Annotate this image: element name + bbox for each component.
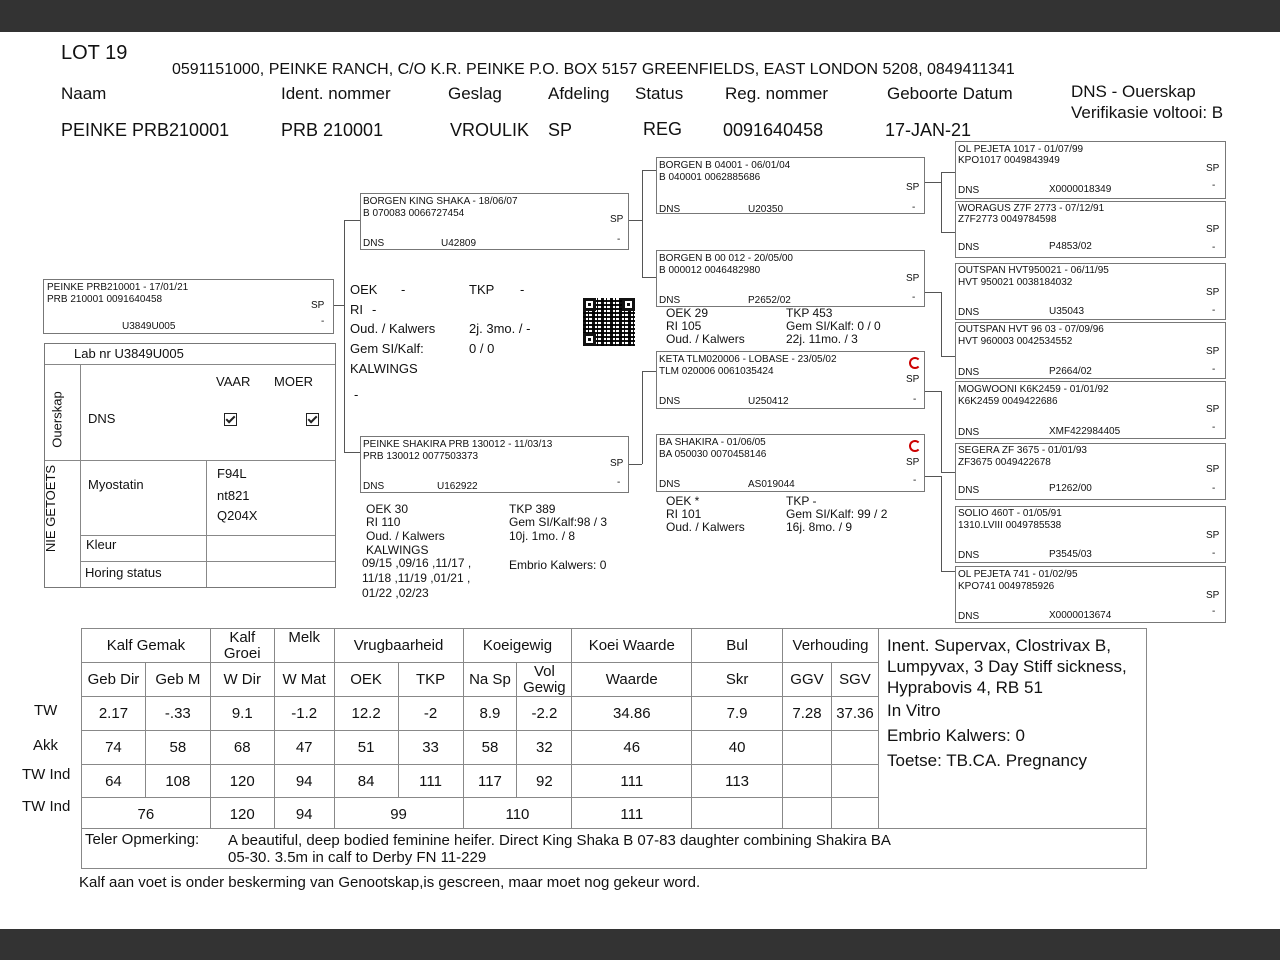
- gg-name-date: OL PEJETA 1017 - 01/07/99: [958, 144, 1084, 155]
- akk-cell: 46: [572, 731, 692, 765]
- lot-number: LOT 19: [61, 42, 128, 64]
- gg-reg: HVT 960003 0042534552: [958, 336, 1073, 347]
- gg-code: X0000013674: [1049, 610, 1112, 621]
- animal-dash: -: [321, 316, 325, 327]
- gg-reg: ZF3675 0049422678: [958, 457, 1051, 468]
- sire-box: [360, 193, 629, 250]
- gg-sp: SP: [1206, 346, 1220, 357]
- tw-cell: 2.17: [82, 697, 146, 731]
- vaccination-info: Inent. Supervax, Clostrivax B, Lumpyvax, 3 Day Stiff sickness, Hyprabovis 4, RB 51: [887, 636, 1127, 697]
- row-label-akk: Akk: [33, 737, 59, 754]
- twind2-cell: 99: [334, 798, 463, 831]
- sd-code: P2652/02: [748, 295, 791, 306]
- gg-sp: SP: [1206, 224, 1220, 235]
- value-ident: PRB 210001: [281, 120, 384, 140]
- animal-oud-value: 2j. 3mo. / -: [469, 321, 531, 336]
- twind-cell: 84: [334, 765, 398, 798]
- ds-reg: TLM 020006 0061035424: [659, 366, 774, 377]
- gg-reg: 1310.LVIII 0049785538: [958, 520, 1062, 531]
- twind2-cell: [692, 798, 783, 831]
- group-kalf-groei: Kalf Groei: [210, 629, 274, 663]
- dd-dns: DNS: [659, 479, 681, 490]
- connector: [642, 371, 643, 464]
- top-bar: [0, 0, 1280, 32]
- dam-calving-dates-2: 11/18 ,11/19 ,01/21 ,: [362, 571, 471, 585]
- animal-oek-value: -: [401, 282, 406, 297]
- qr-code-icon: [583, 298, 635, 346]
- sub-geb-m: Geb M: [145, 663, 210, 697]
- sub-geb-dir: Geb Dir: [82, 663, 146, 697]
- sub-ggv: GGV: [782, 663, 831, 697]
- animal-tkp-value: -: [520, 282, 525, 297]
- teler-text: A beautiful, deep bodied feminine heifer. Direct King Shaka B 07-83 daughter combining Shakira BA 05-30. 3.5m in calf to Derby FN 11-229: [228, 832, 891, 866]
- connector: [941, 476, 942, 571]
- gg-code: U35043: [1049, 306, 1085, 317]
- gg-code: P2664/02: [1049, 366, 1092, 377]
- ss-code: U20350: [748, 204, 784, 215]
- gg-box-3: [955, 263, 1226, 320]
- tw-cell: 7.28: [782, 697, 831, 731]
- sd-dash: -: [912, 292, 916, 303]
- dd-dash: -: [913, 475, 917, 486]
- connector: [642, 277, 656, 278]
- dd-name-date: BA SHAKIRA - 01/06/05: [659, 437, 766, 448]
- label-naam: Naam: [61, 84, 107, 103]
- gg-code: P4853/02: [1049, 241, 1092, 252]
- gg-box-4: [955, 322, 1226, 379]
- tw-cell: -.33: [145, 697, 210, 731]
- gg-box-7: [955, 506, 1226, 563]
- akk-cell: 47: [274, 731, 334, 765]
- group-verhouding: Verhouding: [782, 629, 878, 663]
- dam-reg: PRB 130012 0077503373: [363, 451, 479, 462]
- breeding-values-table: [81, 628, 879, 831]
- sd-tkp: TKP 453: [786, 306, 833, 320]
- akk-cell: [782, 731, 831, 765]
- twind-cell: 111: [398, 765, 463, 798]
- animal-oud-label: Oud. / Kalwers: [350, 321, 436, 336]
- vaar-check-icon: [224, 413, 237, 426]
- connector: [628, 220, 642, 221]
- connector: [334, 305, 344, 306]
- gg-box-6: [955, 443, 1226, 500]
- dam-age: 10j. 1mo. / 8: [509, 529, 576, 543]
- dd-ri: RI 101: [666, 507, 702, 521]
- value-status: REG: [643, 119, 683, 139]
- gg-name-date: MOGWOONI K6K2459 - 01/01/92: [958, 384, 1109, 395]
- dd-age: 16j. 8mo. / 9: [786, 520, 853, 534]
- sire-code: U42809: [441, 238, 477, 249]
- ds-name-date: KETA TLM020006 - LOBASE - 23/05/02: [659, 354, 837, 365]
- connector: [344, 220, 345, 452]
- society-logo-icon: [909, 357, 921, 369]
- gg-reg: KPO1017 0049843949: [958, 155, 1060, 166]
- gg-sp: SP: [1206, 163, 1220, 174]
- connector: [941, 292, 942, 356]
- nie-getoets-label: NIE GETOETS: [43, 464, 59, 553]
- akk-cell: 58: [463, 731, 517, 765]
- society-logo-icon: [909, 440, 921, 452]
- dd-oek: OEK *: [666, 494, 700, 508]
- akk-cell: 68: [210, 731, 274, 765]
- sire-sp: SP: [610, 214, 624, 225]
- dam-sire-box: [656, 351, 925, 409]
- moer-check-icon: [306, 413, 319, 426]
- sub-vol-gewig: Vol Gewig: [517, 663, 572, 697]
- ds-dns: DNS: [659, 396, 681, 407]
- dns-title: DNS - Ouerskap: [1071, 82, 1196, 101]
- twind2-cell: 110: [463, 798, 572, 831]
- ds-sp: SP: [906, 374, 920, 385]
- group-melk: Melk: [274, 629, 334, 663]
- gg-box-5: [955, 381, 1226, 439]
- sd-oud: Oud. / Kalwers: [666, 332, 745, 346]
- connector: [925, 476, 941, 477]
- animal-code: U3849U005: [122, 321, 176, 332]
- dam-gem: Gem SI/Kalf:98 / 3: [509, 515, 608, 529]
- dam-kalwings: KALWINGS: [366, 543, 429, 557]
- sire-sire-box: [656, 157, 925, 214]
- animal-ri-label: RI: [350, 302, 363, 317]
- connector: [642, 170, 643, 278]
- lab-box: [44, 343, 336, 588]
- akk-cell: 74: [82, 731, 146, 765]
- sub-sgv: SGV: [831, 663, 878, 697]
- sub-waarde: Waarde: [572, 663, 692, 697]
- gg-dns: DNS: [958, 550, 980, 561]
- sd-reg: B 000012 0046482980: [659, 265, 761, 276]
- twind2-cell: [831, 798, 878, 831]
- dns-label: DNS: [88, 411, 116, 426]
- dd-code: AS019044: [748, 479, 795, 490]
- tw-cell: 12.2: [334, 697, 398, 731]
- dam-dns: DNS: [363, 481, 385, 492]
- animal-ri-value: -: [372, 302, 377, 317]
- gg-dash: -: [1212, 483, 1216, 494]
- animal-gem-value: 0 / 0: [469, 341, 495, 356]
- twind-cell: 108: [145, 765, 210, 798]
- row-label-twind2: TW Ind: [22, 798, 71, 815]
- gg-dash: -: [1212, 422, 1216, 433]
- akk-cell: 33: [398, 731, 463, 765]
- verify-status: Verifikasie voltooi: B: [1071, 103, 1224, 122]
- label-reg: Reg. nommer: [725, 84, 828, 103]
- tw-cell: 7.9: [692, 697, 783, 731]
- value-afdeling: SP: [548, 120, 573, 140]
- sub-oek: OEK: [334, 663, 398, 697]
- twind-cell: 64: [82, 765, 146, 798]
- ss-reg: B 040001 0062885686: [659, 172, 761, 183]
- gg-name-date: SOLIO 460T - 01/05/91: [958, 508, 1062, 519]
- sire-reg: B 070083 0066727454: [363, 208, 465, 219]
- tw-cell: 37.36: [831, 697, 878, 731]
- gg-box-1: [955, 141, 1226, 199]
- gg-dash: -: [1212, 242, 1216, 253]
- sd-dns: DNS: [659, 295, 681, 306]
- embrio-kalwers: Embrio Kalwers: 0: [887, 726, 1025, 745]
- gg-code: P1262/00: [1049, 483, 1092, 494]
- akk-cell: 40: [692, 731, 783, 765]
- sub-na-sp: Na Sp: [463, 663, 517, 697]
- twind-cell: 120: [210, 765, 274, 798]
- dd-sp: SP: [906, 457, 920, 468]
- sub-skr: Skr: [692, 663, 783, 697]
- sire-dash: -: [617, 234, 621, 245]
- value-geboorte: 17-JAN-21: [885, 120, 972, 140]
- gg-box-8: [955, 566, 1226, 623]
- sire-dns: DNS: [363, 238, 385, 249]
- gg-name-date: WORAGUS Z7F 2773 - 07/12/91: [958, 203, 1105, 214]
- myo-value-2: nt821: [217, 488, 250, 503]
- label-geslag: Geslag: [448, 84, 502, 103]
- teler-label: Teler Opmerking:: [85, 831, 200, 848]
- gg-sp: SP: [1206, 530, 1220, 541]
- gg-sp: SP: [1206, 404, 1220, 415]
- gg-name-date: OUTSPAN HVT 96 03 - 07/09/96: [958, 324, 1104, 335]
- animal-name-date: PEINKE PRB210001 - 17/01/21: [47, 282, 189, 293]
- dam-sp: SP: [610, 458, 624, 469]
- gg-dash: -: [1212, 364, 1216, 375]
- ss-dns: DNS: [659, 204, 681, 215]
- twind2-cell: 120: [210, 798, 274, 831]
- ds-code: U250412: [748, 396, 789, 407]
- dd-oud: Oud. / Kalwers: [666, 520, 745, 534]
- horing-label: Horing status: [85, 565, 162, 580]
- akk-cell: [831, 731, 878, 765]
- sd-age: 22j. 11mo. / 3: [786, 332, 858, 346]
- akk-cell: 51: [334, 731, 398, 765]
- dam-oud: Oud. / Kalwers: [366, 529, 445, 543]
- twind-cell: [831, 765, 878, 798]
- gg-box-2: [955, 201, 1226, 258]
- gg-dns: DNS: [958, 427, 980, 438]
- twind2-cell: 111: [572, 798, 692, 831]
- dam-dash: -: [617, 477, 621, 488]
- dam-tkp: TKP 389: [509, 502, 556, 516]
- ss-dash: -: [912, 202, 916, 213]
- animal-oek-label: OEK: [350, 282, 378, 297]
- sire-name-date: BORGEN KING SHAKA - 18/06/07: [363, 196, 518, 207]
- animal-kalwings: KALWINGS: [350, 361, 418, 376]
- tw-cell: -2: [398, 697, 463, 731]
- ouerskap-label: Ouerskap: [49, 391, 65, 448]
- value-reg: 0091640458: [723, 120, 824, 140]
- value-naam: PEINKE PRB210001: [61, 120, 230, 140]
- gg-code: XMF422984405: [1049, 426, 1121, 437]
- vaar-header: VAAR: [216, 374, 251, 389]
- sd-sp: SP: [906, 273, 920, 284]
- label-status: Status: [635, 84, 684, 103]
- sd-name-date: BORGEN B 00 012 - 20/05/00: [659, 253, 793, 264]
- connector: [941, 391, 942, 472]
- dd-gem: Gem SI/Kalf: 99 / 2: [786, 507, 888, 521]
- akk-cell: 58: [145, 731, 210, 765]
- gg-dns: DNS: [958, 611, 980, 622]
- ss-sp: SP: [906, 182, 920, 193]
- gg-sp: SP: [1206, 287, 1220, 298]
- gg-sp: SP: [1206, 464, 1220, 475]
- myo-value-1: F94L: [217, 466, 247, 481]
- dam-embrio: Embrio Kalwers: 0: [509, 558, 607, 572]
- dam-ri: RI 110: [366, 515, 401, 529]
- twind-cell: [782, 765, 831, 798]
- connector: [628, 464, 642, 465]
- ds-dash: -: [913, 394, 917, 405]
- gg-dash: -: [1212, 180, 1216, 191]
- tw-cell: 8.9: [463, 697, 517, 731]
- teler-remark-box: [81, 828, 1147, 869]
- dam-oek: OEK 30: [366, 502, 409, 516]
- connector: [941, 172, 942, 232]
- gg-reg: HVT 950021 0038184032: [958, 277, 1073, 288]
- gg-code: X0000018349: [1049, 184, 1112, 195]
- dam-box: [360, 436, 629, 493]
- myo-value-3: Q204X: [217, 508, 258, 523]
- row-label-tw: TW: [34, 702, 58, 719]
- sd-ri: RI 105: [666, 319, 702, 333]
- connector: [344, 452, 360, 453]
- info-panel: [878, 628, 1147, 829]
- dam-dam-box: [656, 434, 925, 492]
- gg-name-date: SEGERA ZF 3675 - 01/01/93: [958, 445, 1087, 456]
- kleur-label: Kleur: [86, 537, 117, 552]
- twind-cell: 111: [572, 765, 692, 798]
- footer-note: Kalf aan voet is onder beskerming van Genootskap,is gescreen, maar moet nog gekeur word.: [79, 874, 701, 891]
- connector: [642, 371, 656, 372]
- sd-gem: Gem SI/Kalf: 0 / 0: [786, 319, 881, 333]
- gg-code: P3545/03: [1049, 549, 1092, 560]
- dam-calving-dates-3: 01/22 ,02/23: [362, 586, 429, 600]
- connector: [642, 170, 656, 171]
- animal-box: [43, 279, 334, 334]
- connector: [344, 220, 360, 221]
- twind2-cell: 76: [82, 798, 211, 831]
- group-koei-waarde: Koei Waarde: [572, 629, 692, 663]
- dam-code: U162922: [437, 481, 478, 492]
- sub-w-mat: W Mat: [274, 663, 334, 697]
- tw-cell: 34.86: [572, 697, 692, 731]
- animal-gem-label: Gem SI/Kalf:: [350, 341, 424, 356]
- gg-dns: DNS: [958, 242, 980, 253]
- gg-dns: DNS: [958, 307, 980, 318]
- group-bul: Bul: [692, 629, 783, 663]
- gg-dash: -: [1212, 548, 1216, 559]
- ss-name-date: BORGEN B 04001 - 06/01/04: [659, 160, 791, 171]
- animal-tkp-label: TKP: [469, 282, 495, 297]
- gg-reg: KPO741 0049785926: [958, 581, 1055, 592]
- toetse: Toetse: TB.CA. Pregnancy: [887, 751, 1088, 770]
- gg-sp: SP: [1206, 590, 1220, 601]
- twind-cell: 113: [692, 765, 783, 798]
- owner-line: 0591151000, PEINKE RANCH, C/O K.R. PEINKE P.O. BOX 5157 GREENFIELDS, EAST LONDON 5208, 0849411341: [172, 61, 1015, 78]
- group-kalf-gemak: Kalf Gemak: [82, 629, 211, 663]
- group-koeigewig: Koeigewig: [463, 629, 572, 663]
- dd-reg: BA 050030 0070458146: [659, 449, 767, 460]
- twind-cell: 94: [274, 765, 334, 798]
- gg-name-date: OUTSPAN HVT950021 - 06/11/95: [958, 265, 1109, 276]
- animal-kalwings-value: -: [354, 387, 359, 402]
- gg-dash: -: [1212, 305, 1216, 316]
- myostatin-label: Myostatin: [88, 477, 144, 492]
- gg-reg: K6K2459 0049422686: [958, 396, 1058, 407]
- sub-tkp: TKP: [398, 663, 463, 697]
- gg-dns: DNS: [958, 367, 980, 378]
- in-vitro: In Vitro: [887, 701, 941, 720]
- bottom-bar: [0, 929, 1280, 960]
- twind-cell: 92: [517, 765, 572, 798]
- twind2-cell: 94: [274, 798, 334, 831]
- tw-cell: -2.2: [517, 697, 572, 731]
- label-ident: Ident. nommer: [281, 84, 391, 103]
- row-label-twind: TW Ind: [22, 766, 71, 783]
- animal-reg: PRB 210001 0091640458: [47, 294, 163, 305]
- animal-sp: SP: [311, 300, 325, 311]
- label-geboorte: Geboorte Datum: [887, 84, 1013, 103]
- gg-reg: Z7F2773 0049784598: [958, 214, 1057, 225]
- tw-cell: 9.1: [210, 697, 274, 731]
- connector: [925, 391, 941, 392]
- sire-dam-box: [656, 250, 925, 307]
- label-afdeling: Afdeling: [548, 84, 610, 103]
- dam-name-date: PEINKE SHAKIRA PRB 130012 - 11/03/13: [363, 439, 553, 450]
- gg-dns: DNS: [958, 485, 980, 496]
- value-geslag: VROULIK: [450, 120, 530, 140]
- gg-dns: DNS: [958, 185, 980, 196]
- sub-w-dir: W Dir: [210, 663, 274, 697]
- dam-calving-dates-1: 09/15 ,09/16 ,11/17 ,: [362, 556, 472, 570]
- lab-nr: Lab nr U3849U005: [74, 346, 184, 361]
- connector: [925, 292, 941, 293]
- gg-dash: -: [1212, 606, 1216, 617]
- tw-cell: -1.2: [274, 697, 334, 731]
- connector: [925, 182, 941, 183]
- sd-oek: OEK 29: [666, 306, 709, 320]
- akk-cell: 32: [517, 731, 572, 765]
- twind-cell: 117: [463, 765, 517, 798]
- gg-name-date: OL PEJETA 741 - 01/02/95: [958, 569, 1078, 580]
- group-vrugbaarheid: Vrugbaarheid: [334, 629, 463, 663]
- moer-header: MOER: [274, 374, 313, 389]
- dd-tkp: TKP -: [786, 494, 817, 508]
- twind2-cell: [782, 798, 831, 831]
